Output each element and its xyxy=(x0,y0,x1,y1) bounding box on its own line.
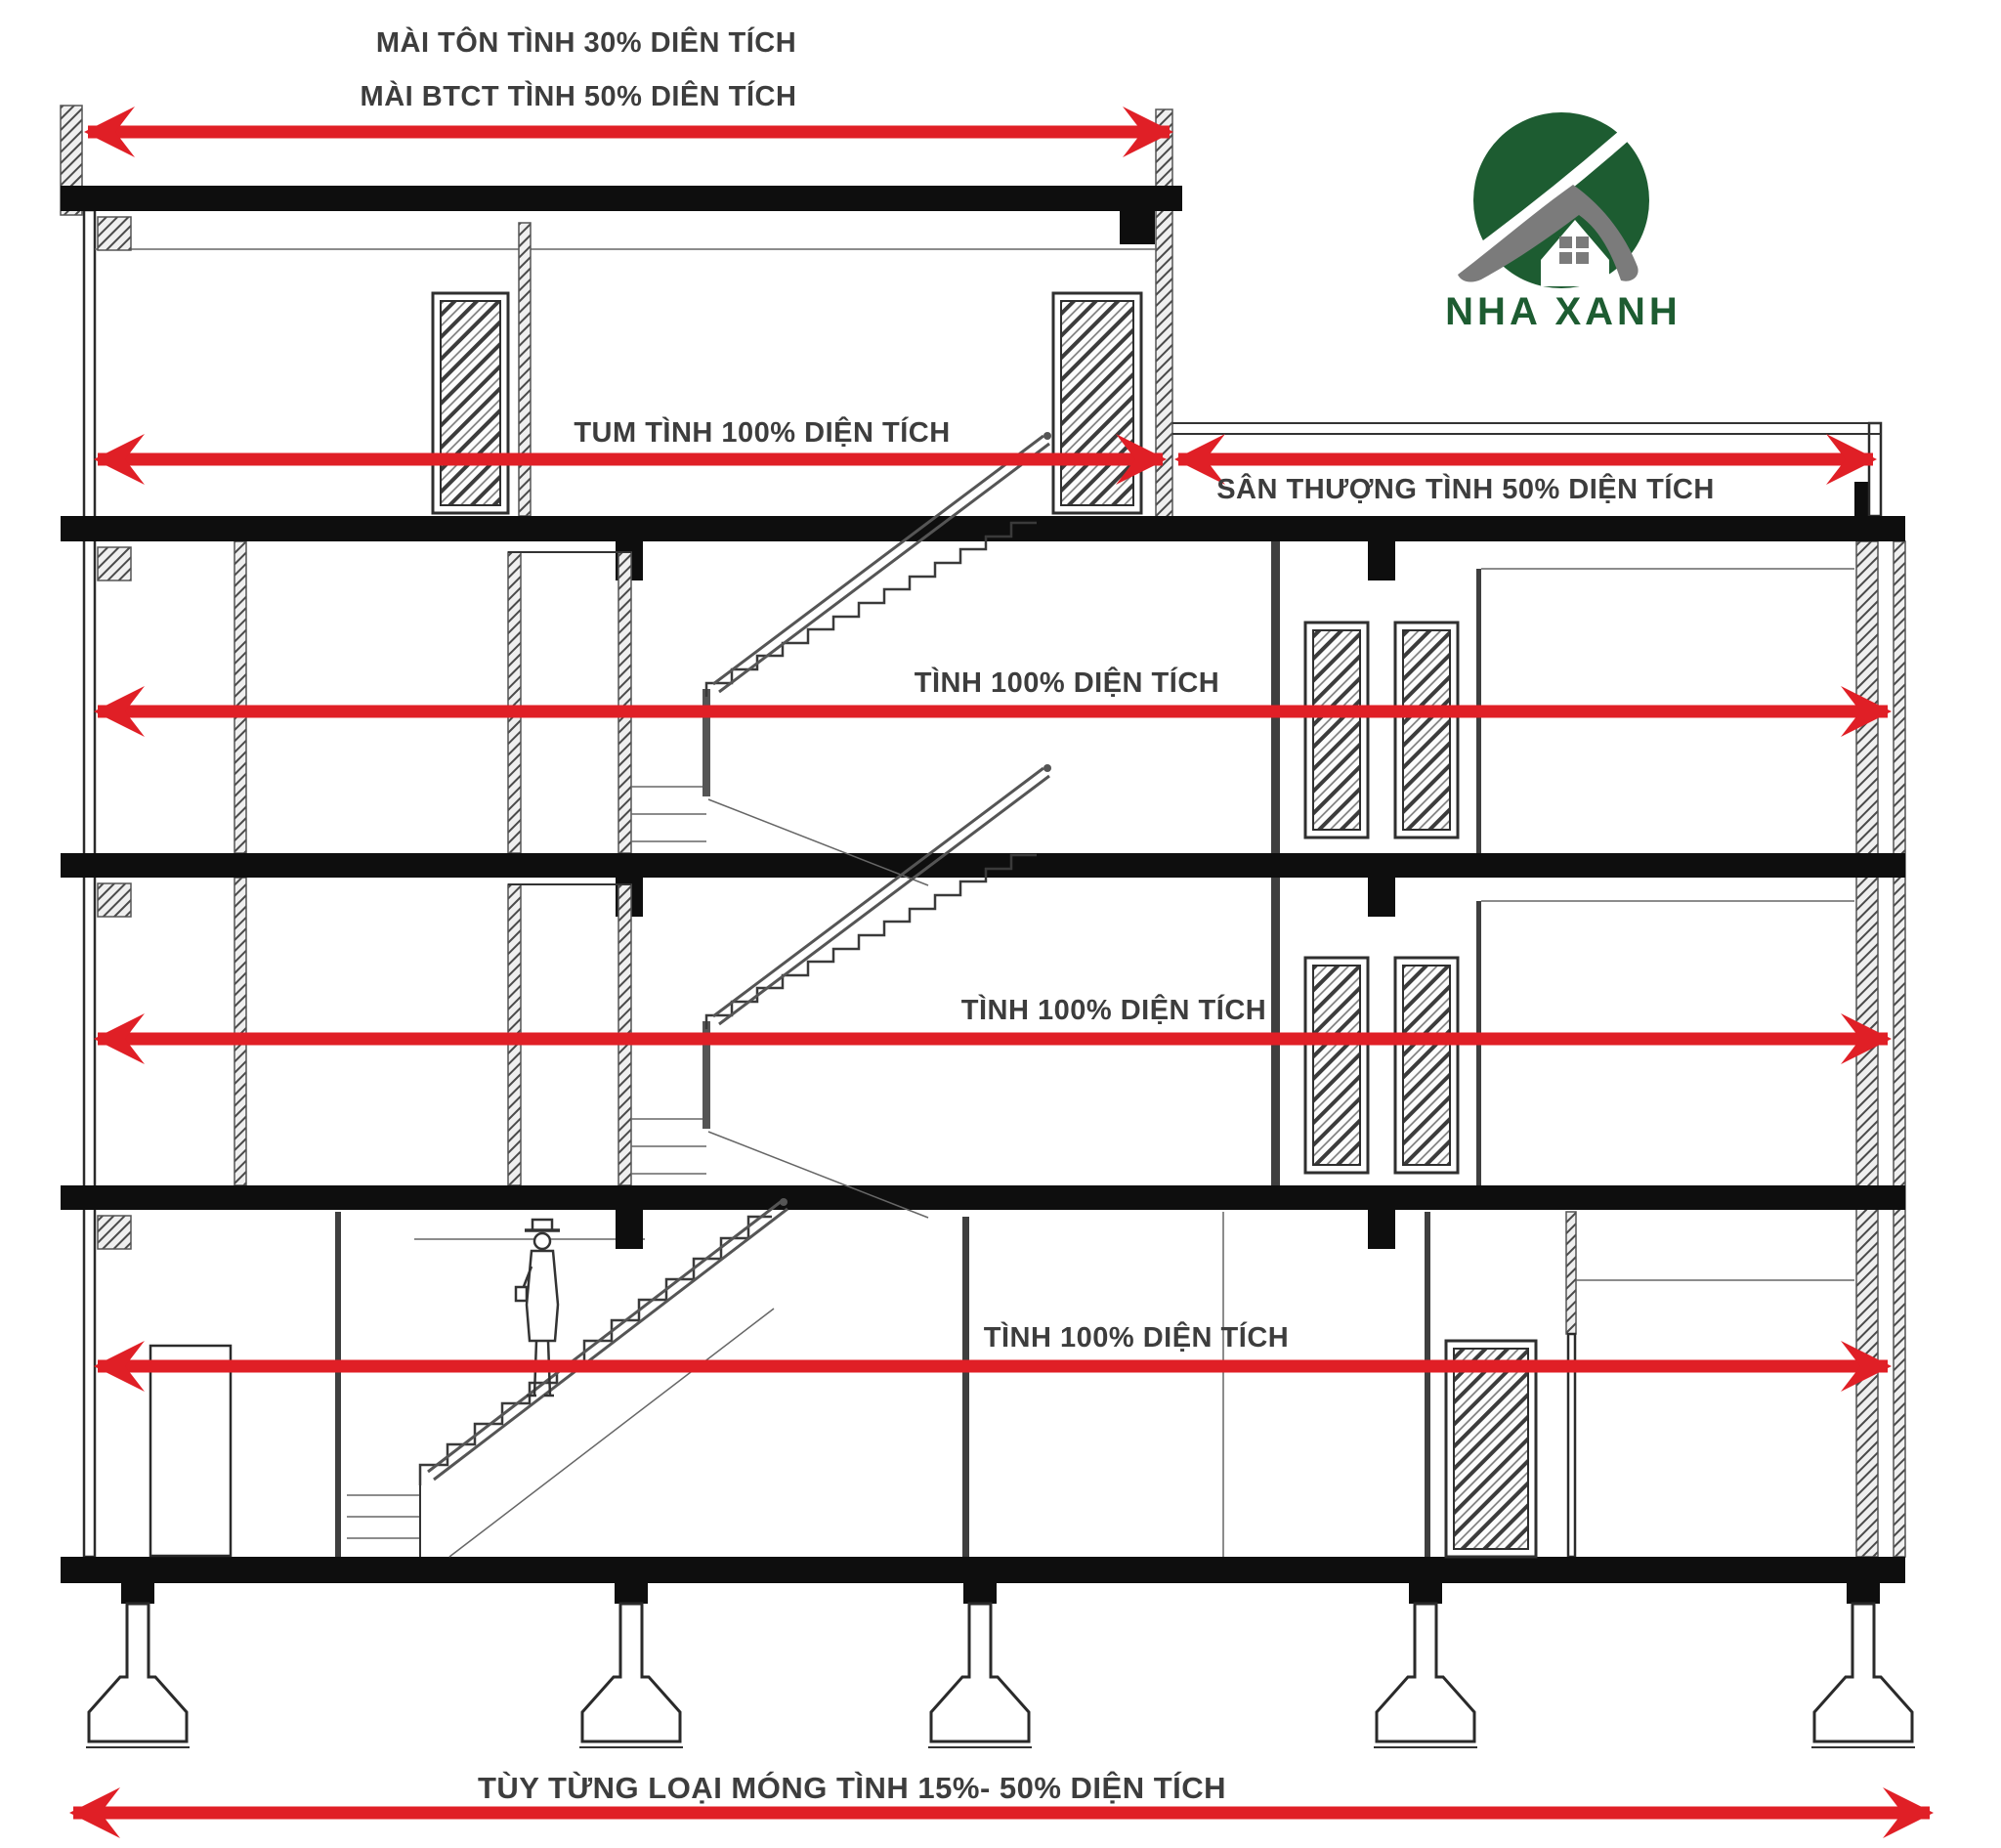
stringer-line xyxy=(449,1309,774,1557)
floor3-left-wall xyxy=(234,541,246,853)
beam-stub xyxy=(1120,211,1155,244)
stair-railing xyxy=(434,1209,788,1480)
stair-railing xyxy=(719,776,1049,1024)
stair-wall xyxy=(508,552,521,853)
left-outer-wall xyxy=(84,210,95,1557)
footing-pier xyxy=(1377,1604,1474,1741)
beam-stub xyxy=(1368,541,1395,580)
railing-end xyxy=(1043,432,1051,440)
label-floor3: TÌNH 100% DIỆN TÍCH xyxy=(914,667,1220,699)
logo-wordmark: NHA XANH xyxy=(1445,290,1682,333)
head xyxy=(534,1233,550,1249)
stair-railing xyxy=(719,444,1049,692)
footing xyxy=(1374,1583,1477,1747)
floor3-window-right xyxy=(1395,623,1458,838)
column-block xyxy=(98,217,131,250)
floor2-left-wall xyxy=(234,878,246,1185)
window-pane xyxy=(1559,236,1572,248)
footing xyxy=(579,1583,683,1747)
door-leaf xyxy=(1061,301,1133,505)
label-foundation: TÙY TỪNG LOẠI MÓNG TÌNH 15%- 50% DIỆN TÍCH xyxy=(477,1771,1227,1805)
beam-stub xyxy=(1368,1210,1395,1249)
label-terrace: SÂN THƯỢNG TÌNH 50% DIỆN TÍCH xyxy=(1216,474,1715,505)
column-block xyxy=(98,1216,131,1249)
stair-wall xyxy=(618,552,631,853)
foundation-footings xyxy=(86,1583,1915,1747)
column-blocks xyxy=(98,211,1395,1249)
beam-stub xyxy=(616,1210,643,1249)
label-tum: TUM TÌNH 100% DIỆN TÍCH xyxy=(574,417,951,449)
door-leaf xyxy=(441,301,500,505)
staircase-ground xyxy=(347,1198,788,1557)
camera xyxy=(516,1287,527,1301)
right-inner-wall xyxy=(1856,541,1878,1557)
label-roof-ton: MÀI TÔN TÌNH 30% DIÊN TÍCH xyxy=(375,27,797,59)
door-leaf xyxy=(1454,1349,1528,1549)
floor2-slab xyxy=(61,1185,1905,1210)
column-block xyxy=(98,883,131,917)
right-outer-wall xyxy=(1894,541,1905,1557)
footing xyxy=(86,1583,190,1747)
footing xyxy=(1811,1583,1915,1747)
window-pane xyxy=(1559,252,1572,264)
terrace-slab xyxy=(61,516,1905,541)
tum-door-right xyxy=(1053,293,1141,513)
beam-stub xyxy=(1368,878,1395,917)
column-block xyxy=(98,547,131,580)
floor1-door-head-wall xyxy=(1566,1212,1576,1334)
floor2-window-left xyxy=(1305,958,1368,1173)
label-floor1: TÌNH 100% DIỆN TÍCH xyxy=(983,1322,1290,1354)
floor1-wall-c xyxy=(1425,1212,1430,1557)
label-floor2: TÌNH 100% DIỆN TÍCH xyxy=(960,995,1267,1026)
floor2-window-right xyxy=(1395,958,1458,1173)
logo xyxy=(1445,112,1682,333)
floor1-cabinet xyxy=(150,1346,231,1556)
footing-pier xyxy=(582,1604,680,1741)
tum-partition-wall xyxy=(519,223,531,516)
window-pane xyxy=(1576,252,1589,264)
terrace-parapet-right-edge xyxy=(1869,423,1881,516)
staircase-upper xyxy=(631,432,1051,885)
cabinet-body xyxy=(150,1346,231,1556)
staircase-middle xyxy=(631,764,1051,1218)
floor3-slab xyxy=(61,853,1905,878)
floor1-door xyxy=(1446,1341,1536,1557)
tum-roof-slab xyxy=(61,186,1182,211)
floor1-wall-b xyxy=(962,1217,969,1557)
label-roof-btct: MÀI BTCT TÌNH 50% DIÊN TÍCH xyxy=(360,81,797,112)
footing-stub xyxy=(1847,1583,1880,1604)
floor3-window-left xyxy=(1305,623,1368,838)
window-pane xyxy=(1576,236,1589,248)
floor2-mid-wall xyxy=(1271,878,1280,1185)
footing-pier xyxy=(931,1604,1029,1741)
window-glass xyxy=(1313,630,1360,830)
footing-pier xyxy=(89,1604,187,1741)
footing-stub xyxy=(121,1583,154,1604)
stair-railing xyxy=(428,1201,782,1472)
footing-pier xyxy=(1814,1604,1912,1741)
window-glass xyxy=(1403,966,1450,1165)
footing xyxy=(928,1583,1032,1747)
ground-slab xyxy=(61,1557,1905,1583)
floor1-wall-a xyxy=(335,1212,341,1557)
railing-end xyxy=(1043,764,1051,772)
torso xyxy=(527,1251,558,1341)
stair-railing xyxy=(713,436,1043,684)
stair-railing xyxy=(713,768,1043,1016)
footing-stub xyxy=(615,1583,648,1604)
floor3-mid-wall xyxy=(1271,541,1280,853)
tum-door-left xyxy=(433,293,508,513)
railing-end xyxy=(780,1198,788,1206)
window-glass xyxy=(1313,966,1360,1165)
window-glass xyxy=(1403,630,1450,830)
footing-stub xyxy=(963,1583,997,1604)
footing-stub xyxy=(1409,1583,1442,1604)
